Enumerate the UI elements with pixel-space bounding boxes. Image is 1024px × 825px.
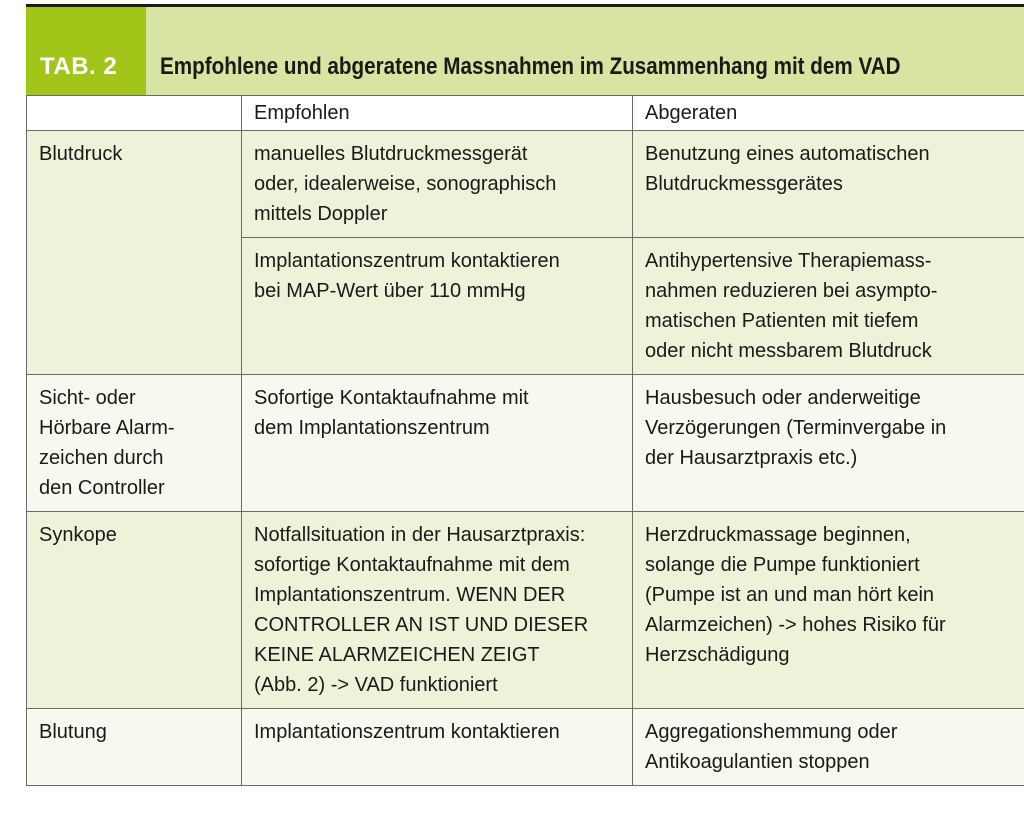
table-title: Empfohlene und abgeratene Massnahmen im Zusammenhang mit dem VAD [146,7,1024,95]
row-category: Synkope [27,512,242,709]
cell-empfohlen: Implantationszentrum kontaktieren bei MAP-Wert über 110 mmHg [242,238,633,375]
cell-empfohlen: Notfallsituation in der Hausarztpraxis: sofortige Kontaktaufnahme mit dem Implantationszentrum. WENN DER CONTROLLER AN IST UND DIESER KEINE ALARMZEICHEN ZEIGT (Abb. 2) -> VAD funktioniert [242,512,633,709]
table-row [27,709,1024,786]
table-row [27,512,1024,709]
cell-empfohlen: Implantationszentrum kontaktieren [242,709,633,786]
table-figure [26,4,1024,786]
cell-empfohlen: Sofortige Kontaktaufnahme mit dem Implantationszentrum [242,375,633,512]
table-label: TAB. 2 [26,7,146,95]
column-header-row [27,96,1024,131]
column-header-empfohlen: Empfohlen [242,96,633,131]
column-header-category [27,96,242,131]
cell-abgeraten: Herzdruckmassage beginnen, solange die Pumpe funktioniert (Pumpe ist an und man hört kein Alarmzeichen) -> hohes Risiko für Herzschädigung [633,512,1024,709]
row-category: Sicht- oder Hörbare Alarm- zeichen durch den Controller [27,375,242,512]
cell-abgeraten: Benutzung eines automatischen Blutdruckmessgerätes [633,131,1024,238]
cell-empfohlen: manuelles Blutdruckmessgerät oder, idealerweise, sonographisch mittels Doppler [242,131,633,238]
table-row [27,375,1024,512]
column-header-abgeraten: Abgeraten [633,96,1024,131]
row-category: Blutdruck [27,131,242,375]
cell-abgeraten: Aggregationshemmung oder Antikoagulantien stoppen [633,709,1024,786]
measures-table [26,95,1024,786]
row-category: Blutung [27,709,242,786]
table-header [26,7,1024,95]
table-row [27,131,1024,238]
cell-abgeraten: Antihypertensive Therapiemass- nahmen reduzieren bei asympto- matischen Patienten mit tiefem oder nicht messbarem Blutdruck [633,238,1024,375]
cell-abgeraten: Hausbesuch oder anderweitige Verzögerungen (Terminvergabe in der Hausarztpraxis etc.) [633,375,1024,512]
